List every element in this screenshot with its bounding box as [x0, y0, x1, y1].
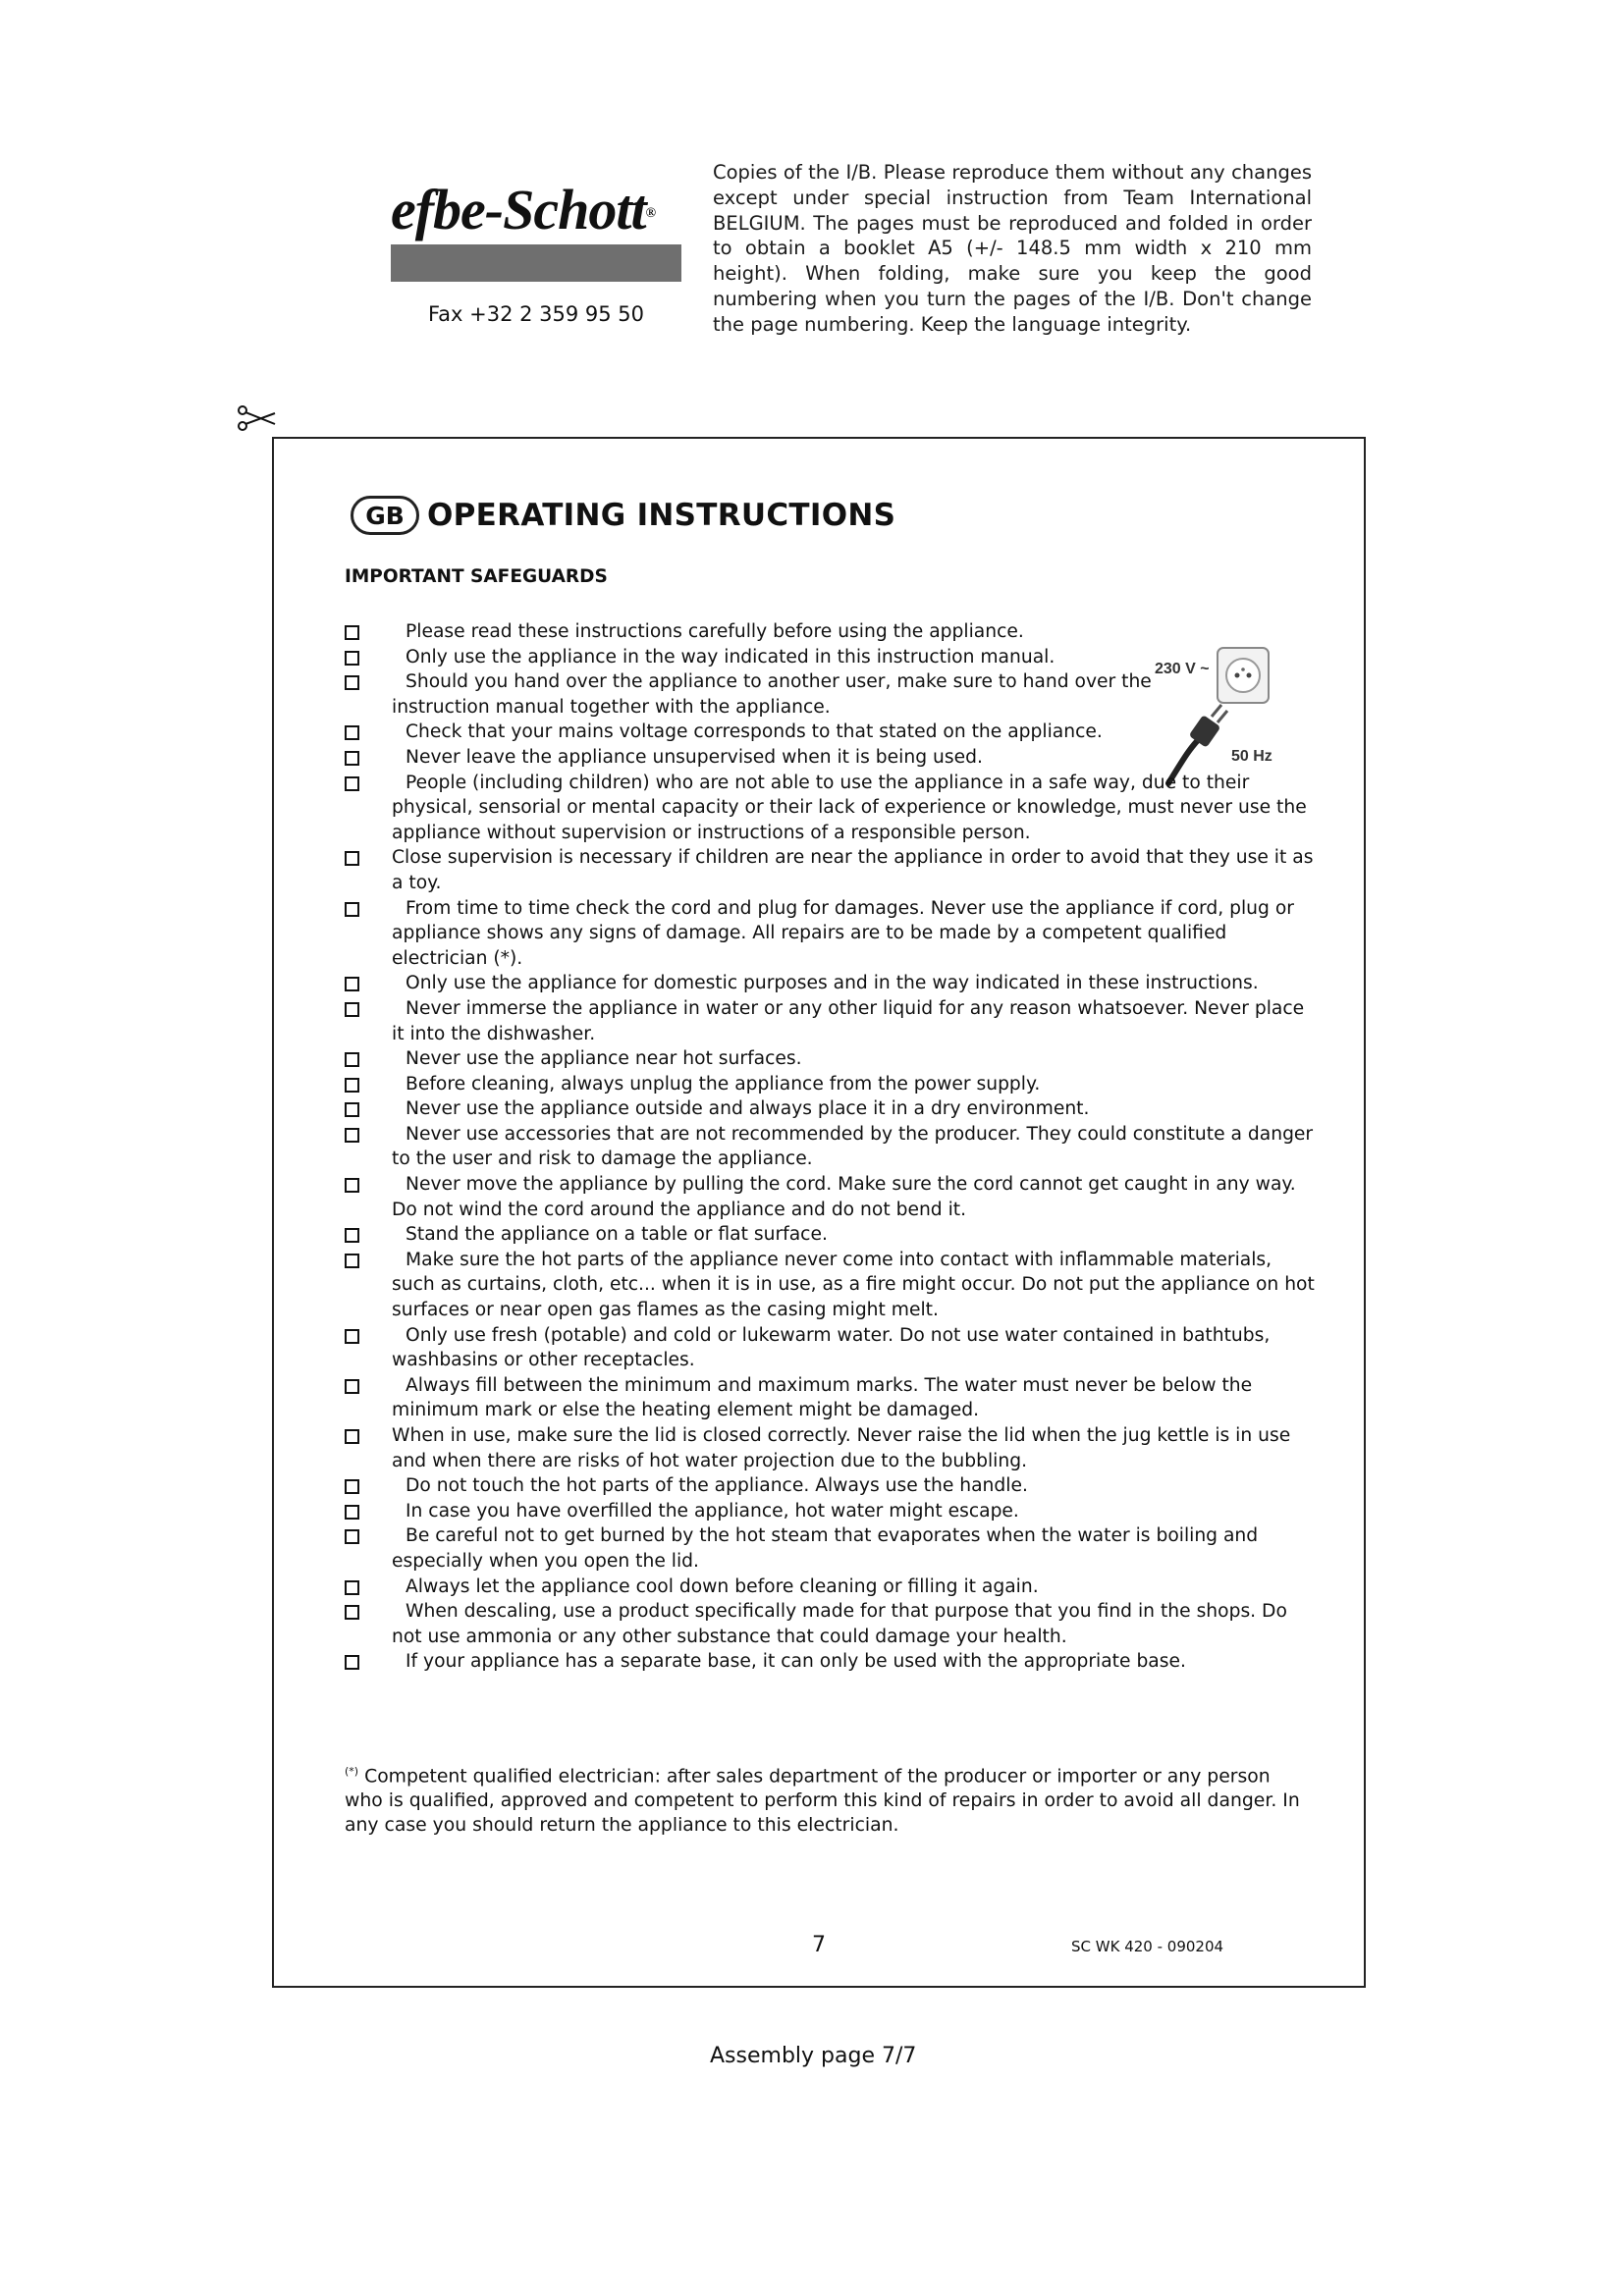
checkbox-bullet-icon — [345, 1655, 359, 1670]
list-item: When in use, make sure the lid is closed correctly. Never raise the lid when the jug kettle is in use and when there are risks of hot water projection due to the bubbling. — [345, 1423, 1317, 1473]
document-code: SC WK 420 - 090204 — [1071, 1938, 1224, 1955]
scissors-icon — [236, 404, 277, 434]
checkbox-bullet-icon — [345, 1128, 359, 1143]
list-item: Check that your mains voltage corresponds to that stated on the appliance. — [345, 720, 1197, 745]
list-item: Be careful not to get burned by the hot steam that evaporates when the water is boiling and especially when you open the lid. — [345, 1523, 1317, 1574]
checkbox-bullet-icon — [345, 1429, 359, 1444]
list-item: If your appliance has a separate base, it can only be used with the appropriate base. — [345, 1649, 1317, 1675]
assembly-note: Assembly page 7/7 — [710, 2044, 917, 2068]
footnote-mark: (*) — [345, 1765, 359, 1778]
checkbox-bullet-icon — [345, 1479, 359, 1494]
checkbox-bullet-icon — [345, 651, 359, 666]
footnote — [345, 1759, 1307, 1838]
checkbox-bullet-icon — [345, 625, 359, 640]
list-item: Never use accessories that are not recommended by the producer. They could constitute a danger to the user and risk to damage the appliance. — [345, 1122, 1317, 1172]
safeguards-list — [345, 619, 1317, 1675]
list-item: Should you hand over the appliance to another user, make sure to hand over the instruction manual together with the appliance. — [345, 669, 1197, 720]
booklet-page — [272, 437, 1366, 1988]
checkbox-bullet-icon — [345, 1580, 359, 1595]
checkbox-bullet-icon — [345, 1329, 359, 1344]
checkbox-bullet-icon — [345, 902, 359, 917]
checkbox-bullet-icon — [345, 1379, 359, 1394]
list-item: Make sure the hot parts of the appliance never come into contact with inflammable materials, such as curtains, cloth, etc... when it is in use, as a fire might occur. Do not put the appliance on hot surfaces or near open gas flames as the casing might melt. — [345, 1248, 1317, 1323]
list-item: Only use fresh (potable) and cold or lukewarm water. Do not use water contained in bathtubs, washbasins or other receptacles. — [345, 1323, 1317, 1373]
list-item: Please read these instructions carefully before using the appliance. — [345, 619, 1317, 645]
checkbox-bullet-icon — [345, 1102, 359, 1117]
checkbox-bullet-icon — [345, 1505, 359, 1520]
language-badge: GB — [351, 496, 419, 535]
checkbox-bullet-icon — [345, 851, 359, 866]
checkbox-bullet-icon — [345, 1228, 359, 1243]
footnote-text: Competent qualified electrician: after sales department of the producer or importer or any person who is qualified, approved and competent to perform this kind of repairs in order to avoid all danger. In any case you should return the appliance to this electrician. — [345, 1766, 1300, 1837]
copies-note: Copies of the I/B. Please reproduce them without any changes except under special instruction from Team International BELGIUM. The pages must be reproduced and folded in order to obtain a booklet A5 (+/- 148.5 mm width x 210 mm height). When folding, make sure you keep the good numbering when you turn the pages of the I/B. Don't change the page numbering. Keep the language integrity. — [713, 161, 1312, 336]
checkbox-bullet-icon — [345, 1254, 359, 1268]
list-item: Always fill between the minimum and maximum marks. The water must never be below the minimum mark or else the heating element might be damaged. — [345, 1373, 1317, 1423]
registered-mark: ® — [645, 206, 656, 221]
list-item: In case you have overfilled the appliance, hot water might escape. — [345, 1499, 1317, 1524]
list-item: Do not touch the hot parts of the appliance. Always use the handle. — [345, 1473, 1317, 1499]
list-item: Stand the appliance on a table or flat surface. — [345, 1222, 1317, 1248]
list-item: People (including children) who are not able to use the appliance in a safe way, due to their physical, sensorial or mental capacity or their lack of experience or knowledge, must never use the appliance without supervision or instructions of a responsible person. — [345, 771, 1317, 846]
checkbox-bullet-icon — [345, 1529, 359, 1544]
voltage-label: 230 V ~ — [1155, 661, 1210, 677]
brand-name: efbe-Schott — [391, 178, 646, 241]
checkbox-bullet-icon — [345, 1605, 359, 1620]
page-title — [351, 496, 895, 535]
list-item: Never move the appliance by pulling the cord. Make sure the cord cannot get caught in any way. Do not wind the cord around the appliance and do not bend it. — [345, 1172, 1317, 1222]
title-text: OPERATING INSTRUCTIONS — [427, 498, 896, 533]
checkbox-bullet-icon — [345, 751, 359, 766]
page-number: 7 — [812, 1933, 826, 1957]
checkbox-bullet-icon — [345, 675, 359, 690]
list-item: From time to time check the cord and plug for damages. Never use the appliance if cord, plug or appliance shows any signs of damage. All repairs are to be made by a competent qualified electrician (*). — [345, 896, 1317, 972]
checkbox-bullet-icon — [345, 725, 359, 740]
list-item: Only use the appliance for domestic purposes and in the way indicated in these instructions. — [345, 971, 1317, 996]
list-item: Never immerse the appliance in water or any other liquid for any reason whatsoever. Never place it into the dishwasher. — [345, 996, 1317, 1046]
checkbox-bullet-icon — [345, 977, 359, 991]
frequency-label: 50 Hz — [1231, 748, 1272, 765]
list-item: When descaling, use a product specifically made for that purpose that you find in the shops. Do not use ammonia or any other substance that could damage your health. — [345, 1599, 1317, 1649]
section-heading: IMPORTANT SAFEGUARDS — [345, 566, 608, 587]
list-item: Never use the appliance outside and always place it in a dry environment. — [345, 1096, 1317, 1122]
checkbox-bullet-icon — [345, 1178, 359, 1193]
list-item: Always let the appliance cool down before cleaning or filling it again. — [345, 1575, 1317, 1600]
brand-logo — [391, 178, 685, 282]
checkbox-bullet-icon — [345, 1052, 359, 1067]
fax-number: Fax +32 2 359 95 50 — [428, 302, 645, 326]
checkbox-bullet-icon — [345, 1002, 359, 1017]
checkbox-bullet-icon — [345, 776, 359, 791]
list-item: Only use the appliance in the way indicated in this instruction manual. — [345, 645, 1317, 670]
list-item: Close supervision is necessary if children are near the appliance in order to avoid that they use it as a toy. — [345, 845, 1317, 895]
logo-bar — [391, 244, 681, 282]
checkbox-bullet-icon — [345, 1078, 359, 1093]
list-item: Before cleaning, always unplug the appliance from the power supply. — [345, 1072, 1317, 1097]
list-item: Never leave the appliance unsupervised when it is being used. — [345, 745, 1317, 771]
list-item: Never use the appliance near hot surfaces. — [345, 1046, 1317, 1072]
